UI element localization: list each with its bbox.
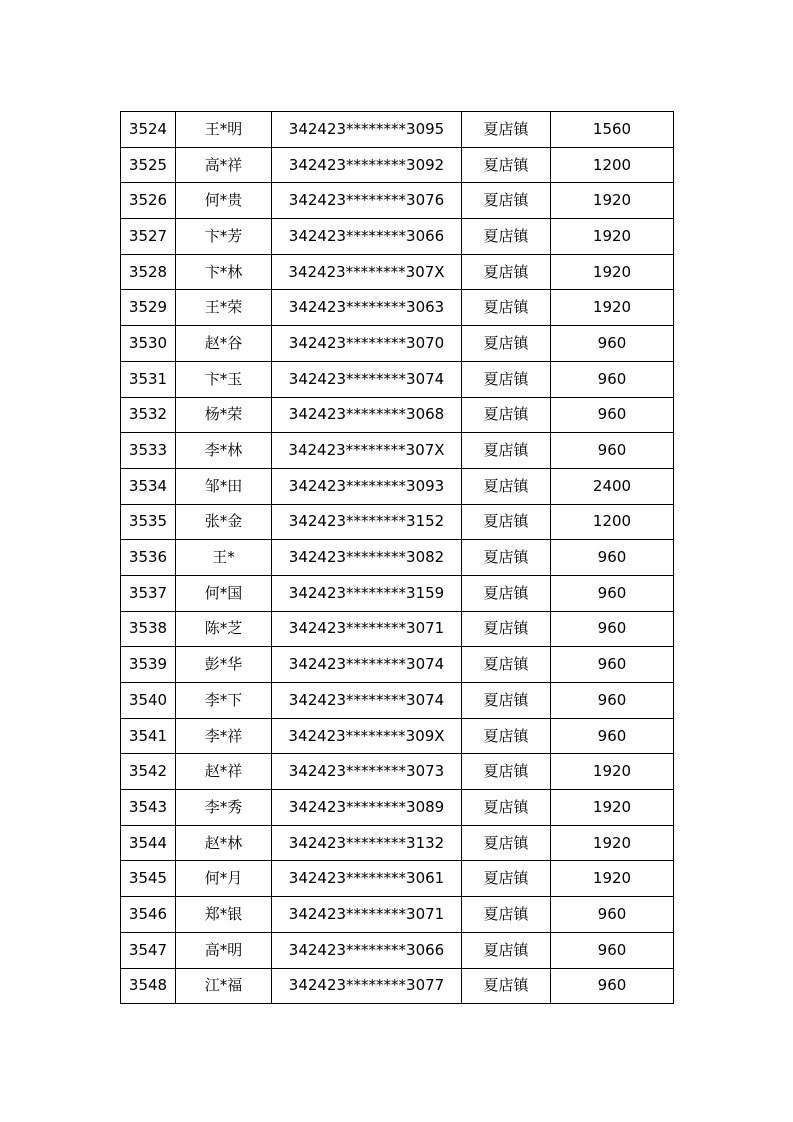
serial-number-cell: 3541 bbox=[121, 718, 176, 754]
name-cell: 彭*华 bbox=[176, 647, 272, 683]
serial-number-cell: 3529 bbox=[121, 290, 176, 326]
table-row bbox=[121, 290, 674, 326]
id-number-cell: 342423********3074 bbox=[272, 683, 462, 719]
amount-cell: 1920 bbox=[551, 219, 674, 255]
serial-number-cell: 3531 bbox=[121, 361, 176, 397]
serial-number-cell: 3537 bbox=[121, 575, 176, 611]
name-cell: 王* bbox=[176, 540, 272, 576]
amount-cell: 1200 bbox=[551, 504, 674, 540]
table-row bbox=[121, 968, 674, 1004]
town-cell: 夏店镇 bbox=[462, 968, 551, 1004]
table-row bbox=[121, 326, 674, 362]
table-row bbox=[121, 718, 674, 754]
amount-cell: 1920 bbox=[551, 183, 674, 219]
town-cell: 夏店镇 bbox=[462, 254, 551, 290]
name-cell: 杨*荣 bbox=[176, 397, 272, 433]
name-cell: 李*祥 bbox=[176, 718, 272, 754]
amount-cell: 1560 bbox=[551, 112, 674, 148]
table-row bbox=[121, 112, 674, 148]
town-cell: 夏店镇 bbox=[462, 790, 551, 826]
town-cell: 夏店镇 bbox=[462, 219, 551, 255]
amount-cell: 960 bbox=[551, 397, 674, 433]
id-number-cell: 342423********3063 bbox=[272, 290, 462, 326]
table-row bbox=[121, 433, 674, 469]
town-cell: 夏店镇 bbox=[462, 147, 551, 183]
serial-number-cell: 3527 bbox=[121, 219, 176, 255]
town-cell: 夏店镇 bbox=[462, 397, 551, 433]
amount-cell: 960 bbox=[551, 647, 674, 683]
serial-number-cell: 3528 bbox=[121, 254, 176, 290]
table-row bbox=[121, 468, 674, 504]
id-number-cell: 342423********3070 bbox=[272, 326, 462, 362]
id-number-cell: 342423********3071 bbox=[272, 897, 462, 933]
serial-number-cell: 3542 bbox=[121, 754, 176, 790]
name-cell: 李*林 bbox=[176, 433, 272, 469]
town-cell: 夏店镇 bbox=[462, 575, 551, 611]
amount-cell: 960 bbox=[551, 932, 674, 968]
town-cell: 夏店镇 bbox=[462, 683, 551, 719]
table-row bbox=[121, 397, 674, 433]
serial-number-cell: 3546 bbox=[121, 897, 176, 933]
serial-number-cell: 3535 bbox=[121, 504, 176, 540]
table-row bbox=[121, 683, 674, 719]
amount-cell: 1920 bbox=[551, 254, 674, 290]
town-cell: 夏店镇 bbox=[462, 361, 551, 397]
amount-cell: 1920 bbox=[551, 861, 674, 897]
serial-number-cell: 3526 bbox=[121, 183, 176, 219]
table-row bbox=[121, 219, 674, 255]
serial-number-cell: 3533 bbox=[121, 433, 176, 469]
amount-cell: 960 bbox=[551, 326, 674, 362]
amount-cell: 960 bbox=[551, 540, 674, 576]
id-number-cell: 342423********3089 bbox=[272, 790, 462, 826]
table-row bbox=[121, 932, 674, 968]
name-cell: 何*贵 bbox=[176, 183, 272, 219]
name-cell: 李*下 bbox=[176, 683, 272, 719]
name-cell: 高*明 bbox=[176, 932, 272, 968]
table-row bbox=[121, 575, 674, 611]
name-cell: 卞*玉 bbox=[176, 361, 272, 397]
town-cell: 夏店镇 bbox=[462, 825, 551, 861]
id-number-cell: 342423********3068 bbox=[272, 397, 462, 433]
serial-number-cell: 3532 bbox=[121, 397, 176, 433]
name-cell: 何*国 bbox=[176, 575, 272, 611]
id-number-cell: 342423********3093 bbox=[272, 468, 462, 504]
town-cell: 夏店镇 bbox=[462, 718, 551, 754]
town-cell: 夏店镇 bbox=[462, 290, 551, 326]
name-cell: 郑*银 bbox=[176, 897, 272, 933]
amount-cell: 1200 bbox=[551, 147, 674, 183]
amount-cell: 960 bbox=[551, 575, 674, 611]
name-cell: 邹*田 bbox=[176, 468, 272, 504]
town-cell: 夏店镇 bbox=[462, 183, 551, 219]
name-cell: 卞*林 bbox=[176, 254, 272, 290]
town-cell: 夏店镇 bbox=[462, 433, 551, 469]
serial-number-cell: 3543 bbox=[121, 790, 176, 826]
town-cell: 夏店镇 bbox=[462, 112, 551, 148]
id-number-cell: 342423********307X bbox=[272, 254, 462, 290]
table-row bbox=[121, 897, 674, 933]
table-row bbox=[121, 790, 674, 826]
id-number-cell: 342423********3076 bbox=[272, 183, 462, 219]
name-cell: 江*福 bbox=[176, 968, 272, 1004]
id-number-cell: 342423********3074 bbox=[272, 361, 462, 397]
serial-number-cell: 3544 bbox=[121, 825, 176, 861]
name-cell: 卞*芳 bbox=[176, 219, 272, 255]
amount-cell: 960 bbox=[551, 718, 674, 754]
table-row bbox=[121, 647, 674, 683]
serial-number-cell: 3539 bbox=[121, 647, 176, 683]
town-cell: 夏店镇 bbox=[462, 647, 551, 683]
name-cell: 赵*林 bbox=[176, 825, 272, 861]
town-cell: 夏店镇 bbox=[462, 326, 551, 362]
table-row bbox=[121, 754, 674, 790]
name-cell: 李*秀 bbox=[176, 790, 272, 826]
table-row bbox=[121, 361, 674, 397]
table-row bbox=[121, 540, 674, 576]
id-number-cell: 342423********3066 bbox=[272, 932, 462, 968]
amount-cell: 2400 bbox=[551, 468, 674, 504]
amount-cell: 1920 bbox=[551, 290, 674, 326]
town-cell: 夏店镇 bbox=[462, 861, 551, 897]
serial-number-cell: 3538 bbox=[121, 611, 176, 647]
amount-cell: 960 bbox=[551, 361, 674, 397]
id-number-cell: 342423********3132 bbox=[272, 825, 462, 861]
name-cell: 陈*芝 bbox=[176, 611, 272, 647]
serial-number-cell: 3545 bbox=[121, 861, 176, 897]
id-number-cell: 342423********3071 bbox=[272, 611, 462, 647]
amount-cell: 960 bbox=[551, 611, 674, 647]
serial-number-cell: 3536 bbox=[121, 540, 176, 576]
serial-number-cell: 3540 bbox=[121, 683, 176, 719]
serial-number-cell: 3524 bbox=[121, 112, 176, 148]
id-number-cell: 342423********3159 bbox=[272, 575, 462, 611]
serial-number-cell: 3547 bbox=[121, 932, 176, 968]
serial-number-cell: 3525 bbox=[121, 147, 176, 183]
name-cell: 何*月 bbox=[176, 861, 272, 897]
id-number-cell: 342423********309X bbox=[272, 718, 462, 754]
serial-number-cell: 3530 bbox=[121, 326, 176, 362]
amount-cell: 960 bbox=[551, 433, 674, 469]
town-cell: 夏店镇 bbox=[462, 754, 551, 790]
records-table bbox=[120, 111, 674, 1004]
town-cell: 夏店镇 bbox=[462, 611, 551, 647]
serial-number-cell: 3534 bbox=[121, 468, 176, 504]
table-row bbox=[121, 504, 674, 540]
name-cell: 王*明 bbox=[176, 112, 272, 148]
table-row bbox=[121, 825, 674, 861]
table-row bbox=[121, 183, 674, 219]
id-number-cell: 342423********3095 bbox=[272, 112, 462, 148]
name-cell: 王*荣 bbox=[176, 290, 272, 326]
amount-cell: 1920 bbox=[551, 754, 674, 790]
town-cell: 夏店镇 bbox=[462, 468, 551, 504]
amount-cell: 960 bbox=[551, 683, 674, 719]
id-number-cell: 342423********3082 bbox=[272, 540, 462, 576]
amount-cell: 1920 bbox=[551, 790, 674, 826]
town-cell: 夏店镇 bbox=[462, 504, 551, 540]
town-cell: 夏店镇 bbox=[462, 897, 551, 933]
id-number-cell: 342423********3073 bbox=[272, 754, 462, 790]
table-row bbox=[121, 147, 674, 183]
amount-cell: 960 bbox=[551, 968, 674, 1004]
name-cell: 高*祥 bbox=[176, 147, 272, 183]
name-cell: 赵*祥 bbox=[176, 754, 272, 790]
id-number-cell: 342423********3061 bbox=[272, 861, 462, 897]
table-row bbox=[121, 254, 674, 290]
id-number-cell: 342423********3077 bbox=[272, 968, 462, 1004]
table-row bbox=[121, 861, 674, 897]
town-cell: 夏店镇 bbox=[462, 540, 551, 576]
id-number-cell: 342423********3092 bbox=[272, 147, 462, 183]
id-number-cell: 342423********3066 bbox=[272, 219, 462, 255]
id-number-cell: 342423********3152 bbox=[272, 504, 462, 540]
amount-cell: 1920 bbox=[551, 825, 674, 861]
name-cell: 赵*谷 bbox=[176, 326, 272, 362]
id-number-cell: 342423********307X bbox=[272, 433, 462, 469]
id-number-cell: 342423********3074 bbox=[272, 647, 462, 683]
records-table-body bbox=[121, 112, 674, 1004]
amount-cell: 960 bbox=[551, 897, 674, 933]
name-cell: 张*金 bbox=[176, 504, 272, 540]
serial-number-cell: 3548 bbox=[121, 968, 176, 1004]
table-row bbox=[121, 611, 674, 647]
town-cell: 夏店镇 bbox=[462, 932, 551, 968]
